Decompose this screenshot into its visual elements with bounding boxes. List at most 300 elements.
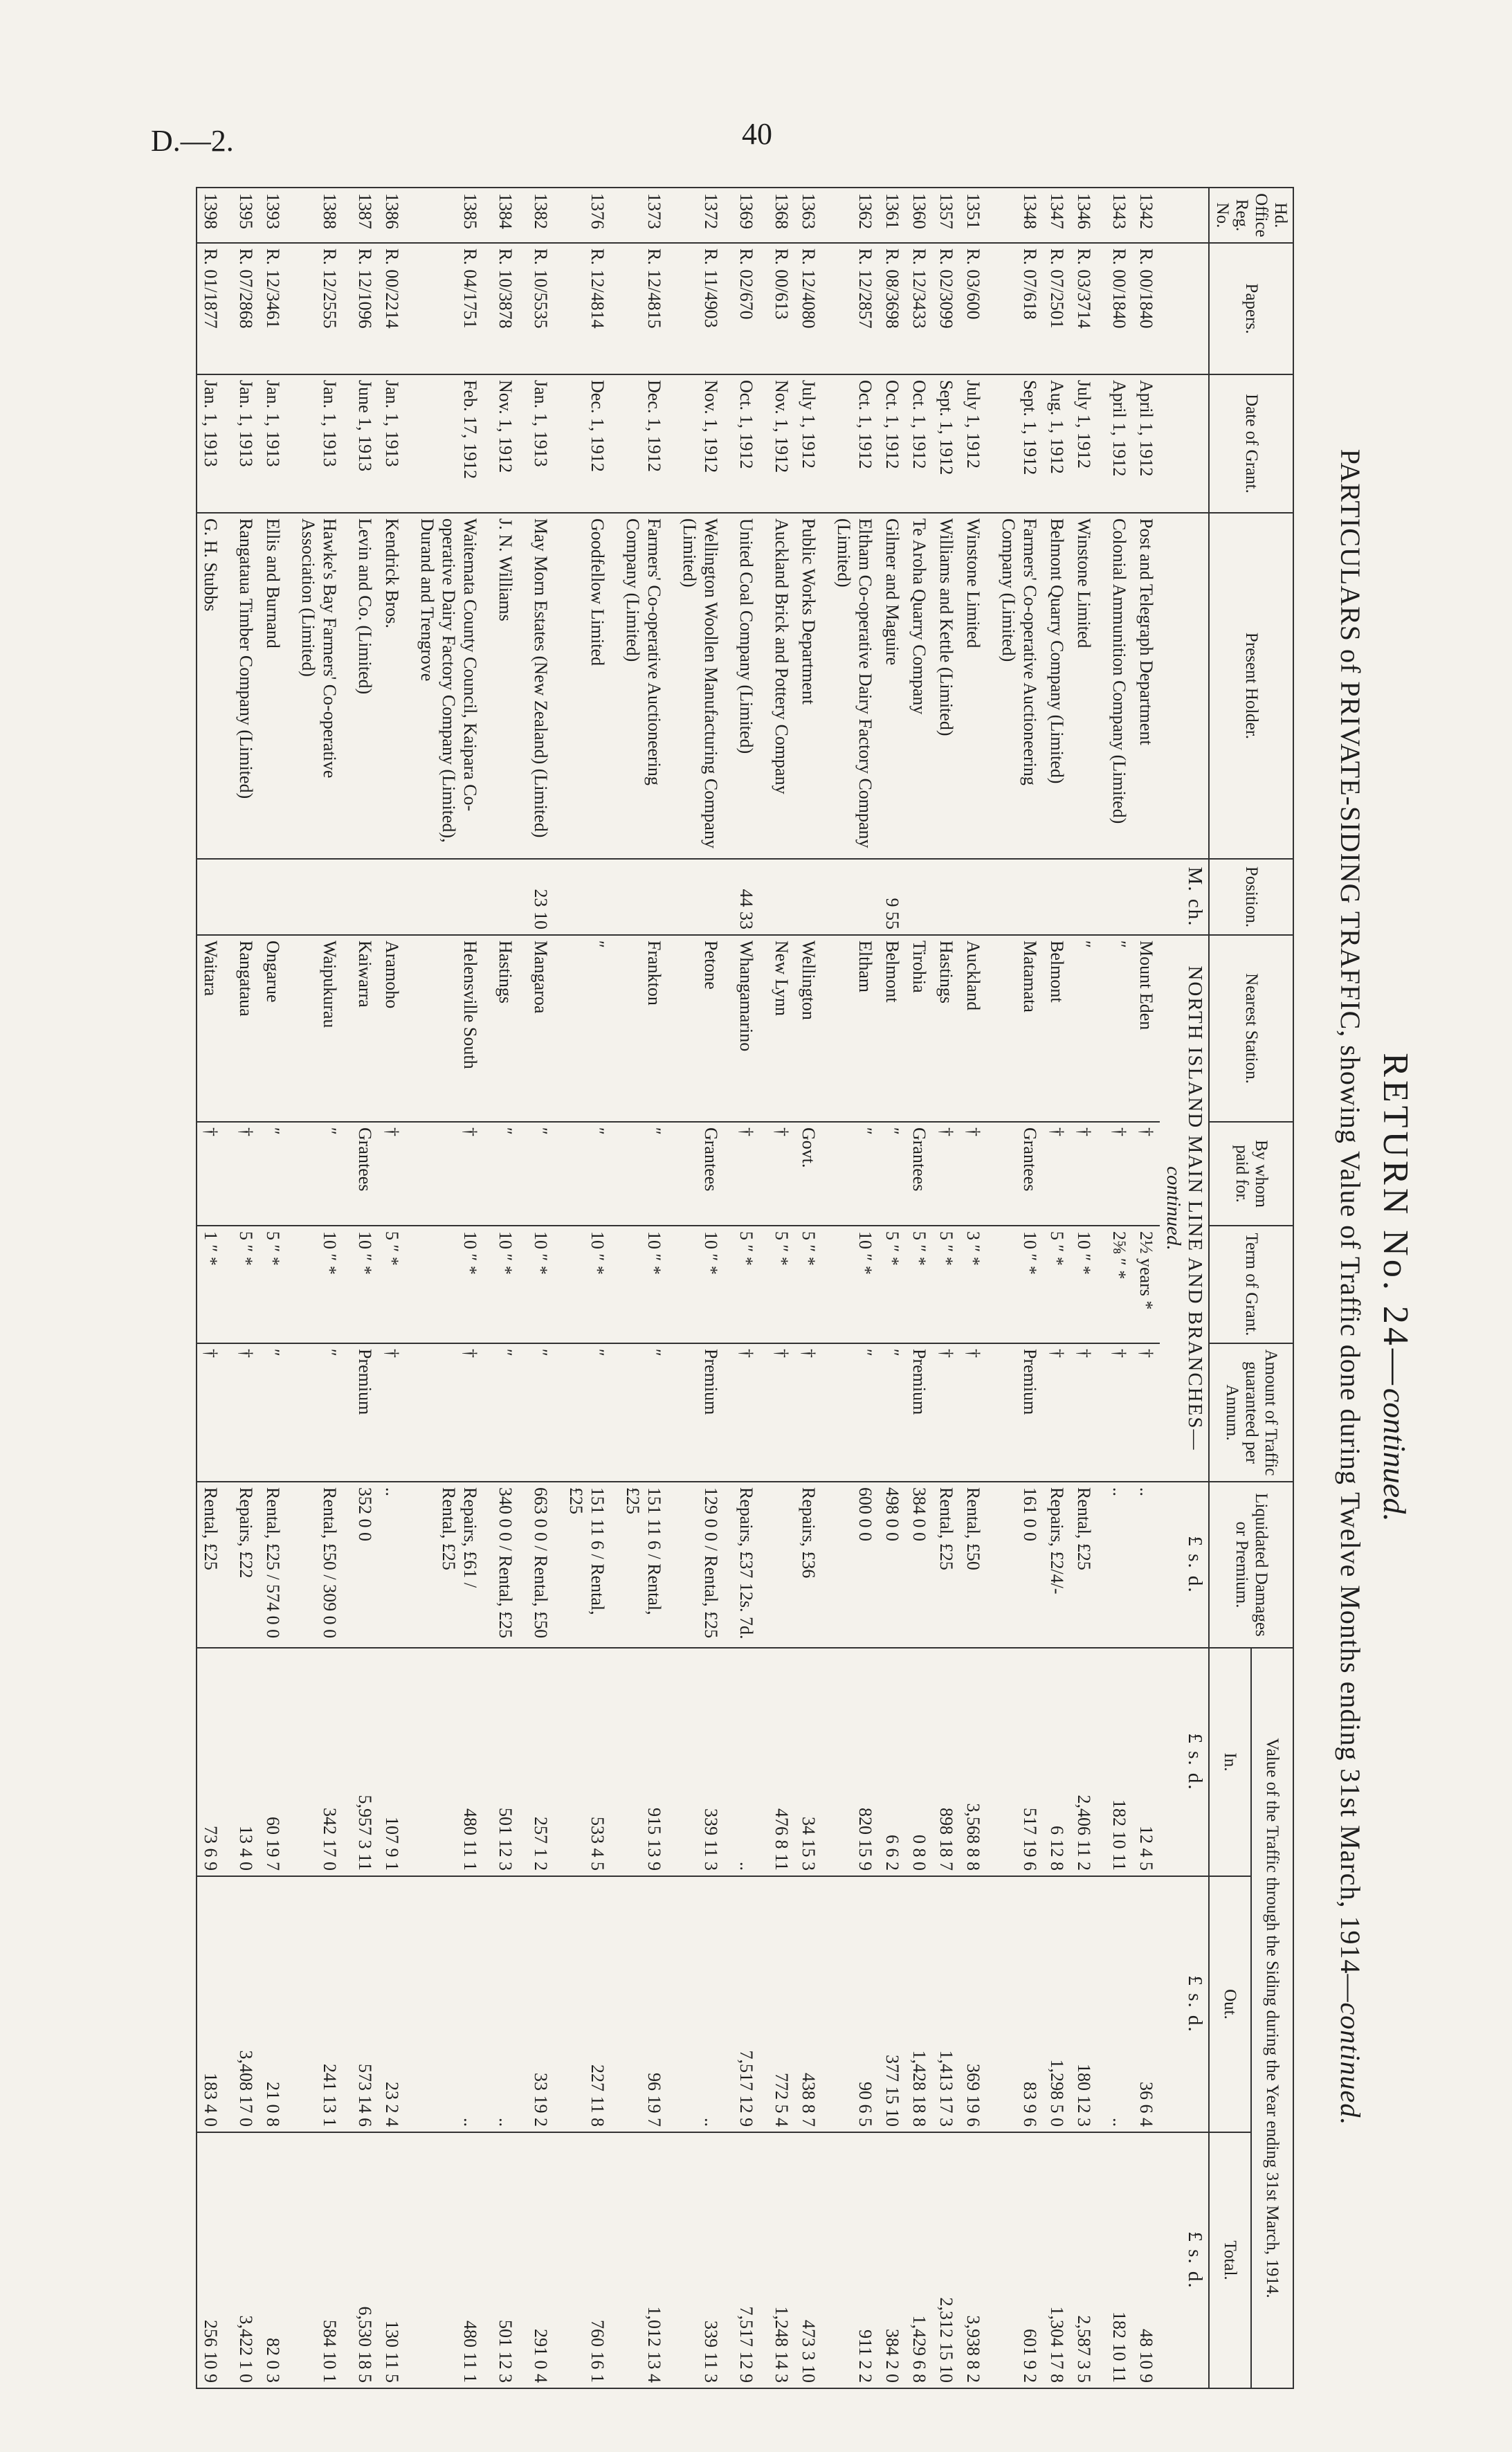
cell-papers: R. 00/613	[768, 243, 795, 374]
cell-station: ″	[1071, 935, 1106, 1122]
header-out: Out.	[1209, 1876, 1251, 2132]
cell-position	[563, 859, 619, 935]
cell-paid-for: †	[379, 1122, 414, 1226]
table-row	[933, 188, 960, 2388]
cell-term: 5 ″ *	[906, 1226, 933, 1343]
cell-value-total: 760 16 1	[563, 2132, 619, 2388]
cell-papers: R. 07/2868	[233, 243, 259, 374]
header-in: In.	[1209, 1648, 1251, 1876]
cell-reg-no: 1357	[933, 188, 960, 243]
cell-papers: R. 02/3099	[933, 243, 960, 374]
cell-position	[830, 859, 879, 935]
total-unit: £ s. d.	[1160, 2132, 1209, 2388]
table-row	[733, 188, 768, 2388]
cell-station: Frankton	[619, 935, 676, 1122]
cell-paid-for: Grantees	[995, 1122, 1044, 1226]
cell-value-in: 517 19 6	[995, 1648, 1044, 1876]
cell-value-out: 36 6 4	[1133, 1876, 1160, 2132]
cell-reg-no: 1386	[379, 188, 414, 243]
cell-papers: R. 10/5535	[527, 243, 563, 374]
cell-papers: R. 11/4903	[676, 243, 733, 374]
cell-position	[414, 859, 492, 935]
cell-reg-no: 1346	[1071, 188, 1106, 243]
cell-papers: R. 02/670	[733, 243, 768, 374]
cell-value-in: ..	[733, 1648, 768, 1876]
cell-guaranteed: †	[1106, 1343, 1133, 1482]
cell-papers: R. 08/3698	[879, 243, 906, 374]
cell-position	[197, 859, 233, 935]
header-date: Date of Grant.	[1209, 374, 1293, 513]
cell-reg-no: 1347	[1044, 188, 1071, 243]
table-row	[1044, 188, 1071, 2388]
cell-damages: Repairs, £2/4/-	[1044, 1482, 1071, 1648]
particulars-text: PARTICULARS of PRIVATE-SIDING TRAFFIC, showing Value of Traffic done during Twelve Months ending 31st March, 1914—	[1335, 448, 1366, 2003]
cell-value-total: 1,248 14 3	[768, 2132, 795, 2388]
cell-position	[933, 859, 960, 935]
cell-reg-no: 1348	[995, 188, 1044, 243]
cell-paid-for: ″	[527, 1122, 563, 1226]
cell-value-total: 1,304 17 8	[1044, 2132, 1071, 2388]
cell-value-total: 6,530 18 5	[352, 2132, 379, 2388]
cell-reg-no: 1368	[768, 188, 795, 243]
cell-date: Jan. 1, 1913	[295, 374, 352, 513]
cell-term: 5 ″ *	[795, 1226, 830, 1343]
cell-guaranteed: ″	[879, 1343, 906, 1482]
cell-guaranteed: †	[379, 1343, 414, 1482]
cell-reg-no: 1393	[259, 188, 295, 243]
cell-position	[795, 859, 830, 935]
cell-holder: Farmers' Co-operative Auctioneering Company (Limited)	[619, 513, 676, 859]
cell-position	[906, 859, 933, 935]
cell-holder: Colonial Ammunition Company (Limited)	[1106, 513, 1133, 859]
cell-damages: 151 11 6 / Rental, £25	[563, 1482, 619, 1648]
cell-paid-for: †	[1044, 1122, 1071, 1226]
cell-position	[1044, 859, 1071, 935]
cell-papers: R. 12/3461	[259, 243, 295, 374]
table-row	[1133, 188, 1160, 2388]
cell-damages: 498 0 0	[879, 1482, 906, 1648]
cell-holder: Winstone Limited	[1071, 513, 1106, 859]
cell-paid-for: Grantees	[352, 1122, 379, 1226]
cell-station: Aramoho	[379, 935, 414, 1122]
cell-damages: Repairs, £37 12s. 7d.	[733, 1482, 768, 1648]
cell-date: Nov. 1, 1912	[676, 374, 733, 513]
cell-reg-no: 1369	[733, 188, 768, 243]
cell-value-total: 384 2 0	[879, 2132, 906, 2388]
titles	[1294, 187, 1439, 2388]
cell-term: 3 ″ *	[960, 1226, 995, 1343]
cell-papers: R. 12/2555	[295, 243, 352, 374]
cell-value-out: 438 8 7	[795, 1876, 830, 2132]
cell-term: 10 ″ *	[352, 1226, 379, 1343]
cell-value-in: 915 13 9	[619, 1648, 676, 1876]
table-row	[352, 188, 379, 2388]
table-row	[1106, 188, 1133, 2388]
cell-value-in: 2,406 11 2	[1071, 1648, 1106, 1876]
header-station: Nearest Station.	[1209, 935, 1293, 1122]
cell-station: Petone	[676, 935, 733, 1122]
cell-paid-for: †	[1071, 1122, 1106, 1226]
cell-value-in: 60 19 7	[259, 1648, 295, 1876]
cell-paid-for: †	[1133, 1122, 1160, 1226]
cell-paid-for: ″	[563, 1122, 619, 1226]
cell-damages: Repairs, £36	[795, 1482, 830, 1648]
cell-holder: Rangataua Timber Company (Limited)	[233, 513, 259, 859]
section-title: NORTH ISLAND MAIN LINE AND BRANCHES—continued.	[1160, 935, 1209, 1482]
cell-reg-no: 1343	[1106, 188, 1133, 243]
cell-value-total: 501 12 3	[492, 2132, 527, 2388]
table-row	[960, 188, 995, 2388]
position-unit: M. ch.	[1160, 859, 1209, 935]
cell-station: New Lynn	[768, 935, 795, 1122]
cell-term: 5 ″ *	[1044, 1226, 1071, 1343]
cell-value-in: 107 9 1	[379, 1648, 414, 1876]
cell-holder: Post and Telegraph Department	[1133, 513, 1160, 859]
cell-position	[960, 859, 995, 935]
cell-damages: Rental, £25 / 574 0 0	[259, 1482, 295, 1648]
cell-reg-no: 1398	[197, 188, 233, 243]
cell-guaranteed: ″	[563, 1343, 619, 1482]
cell-reg-no: 1387	[352, 188, 379, 243]
cell-reg-no: 1395	[233, 188, 259, 243]
cell-reg-no: 1382	[527, 188, 563, 243]
table-body	[197, 188, 1209, 2388]
cell-guaranteed: †	[1071, 1343, 1106, 1482]
cell-paid-for: †	[768, 1122, 795, 1226]
cell-paid-for: †	[960, 1122, 995, 1226]
cell-station: Kaiwarra	[352, 935, 379, 1122]
cell-damages: Rental, £50	[960, 1482, 995, 1648]
cell-value-total: 3,422 1 0	[233, 2132, 259, 2388]
cell-date: Sept. 1, 1912	[995, 374, 1044, 513]
page-header	[0, 0, 1512, 208]
cell-value-in: 5,957 3 11	[352, 1648, 379, 1876]
header-position: Position.	[1209, 859, 1293, 935]
out-unit: £ s. d.	[1160, 1876, 1209, 2132]
cell-value-out: 241 13 1	[295, 1876, 352, 2132]
table-row	[233, 188, 259, 2388]
cell-papers: R. 03/3714	[1071, 243, 1106, 374]
return-number: RETURN No. 24—	[1376, 1053, 1415, 1388]
cell-station: ″	[1106, 935, 1133, 1122]
table-row	[795, 188, 830, 2388]
cell-guaranteed: Premium	[995, 1343, 1044, 1482]
cell-date: Jan. 1, 1913	[527, 374, 563, 513]
cell-holder: Public Works Department	[795, 513, 830, 859]
cell-value-out: 180 12 3	[1071, 1876, 1106, 2132]
cell-paid-for: †	[233, 1122, 259, 1226]
cell-station: Matamata	[995, 935, 1044, 1122]
cell-station: Belmont	[879, 935, 906, 1122]
cell-damages: Rental, £25	[197, 1482, 233, 1648]
cell-value-total: 3,938 8 2	[960, 2132, 995, 2388]
cell-paid-for: †	[1106, 1122, 1133, 1226]
cell-holder: Levin and Co. (Limited)	[352, 513, 379, 859]
cell-value-out: ..	[1106, 1876, 1133, 2132]
cell-value-out: 23 2 4	[379, 1876, 414, 2132]
header-holder: Present Holder.	[1209, 513, 1293, 859]
cell-date: Dec. 1, 1912	[563, 374, 619, 513]
cell-date: July 1, 1912	[1071, 374, 1106, 513]
cell-damages: 352 0 0	[352, 1482, 379, 1648]
cell-damages: 384 0 0	[906, 1482, 933, 1648]
cell-holder: May Morn Estates (New Zealand) (Limited)	[527, 513, 563, 859]
cell-value-in: 476 8 11	[768, 1648, 795, 1876]
cell-value-total: 7,517 12 9	[733, 2132, 768, 2388]
cell-station: Belmont	[1044, 935, 1071, 1122]
cell-position	[379, 859, 414, 935]
cell-value-in: 182 10 11	[1106, 1648, 1133, 1876]
cell-term: 5 ″ *	[933, 1226, 960, 1343]
cell-damages: 129 0 0 / Rental, £25	[676, 1482, 733, 1648]
cell-date: July 1, 1912	[960, 374, 995, 513]
cell-reg-no: 1362	[830, 188, 879, 243]
cell-papers: R. 00/1840	[1106, 243, 1133, 374]
cell-term: 5 ″ *	[379, 1226, 414, 1343]
cell-papers: R. 12/1096	[352, 243, 379, 374]
table-row	[295, 188, 352, 2388]
cell-value-in: 12 4 5	[1133, 1648, 1160, 1876]
page-number: 40	[742, 117, 772, 151]
cell-reg-no: 1373	[619, 188, 676, 243]
table-row	[527, 188, 563, 2388]
cell-reg-no: 1388	[295, 188, 352, 243]
cell-value-total: 601 9 2	[995, 2132, 1044, 2388]
cell-date: July 1, 1912	[795, 374, 830, 513]
cell-value-out: 369 19 6	[960, 1876, 995, 2132]
table-row	[379, 188, 414, 2388]
cell-value-in: 6 6 2	[879, 1648, 906, 1876]
cell-date: April 1, 1912	[1133, 374, 1160, 513]
cell-value-total: 256 10 9	[197, 2132, 233, 2388]
cell-guaranteed: †	[233, 1343, 259, 1482]
table-row	[906, 188, 933, 2388]
cell-term: 10 ″ *	[563, 1226, 619, 1343]
cell-holder: Waitemata County Council, Kaipara Co-operative Dairy Factory Company (Limited), Durand and Trengrove	[414, 513, 492, 859]
cell-value-out: ..	[414, 1876, 492, 2132]
cell-term: 2½ years *	[1133, 1226, 1160, 1343]
cell-reg-no: 1376	[563, 188, 619, 243]
cell-value-in: 820 15 9	[830, 1648, 879, 1876]
cell-damages: 600 0 0	[830, 1482, 879, 1648]
return-continued: continued.	[1377, 1388, 1412, 1522]
cell-date: Oct. 1, 1912	[879, 374, 906, 513]
cell-holder: Belmont Quarry Company (Limited)	[1044, 513, 1071, 859]
cell-station: Helensville South	[414, 935, 492, 1122]
in-unit: £ s. d.	[1160, 1648, 1209, 1876]
cell-position: 9 55	[879, 859, 906, 935]
table-row	[619, 188, 676, 2388]
cell-damages: 340 0 0 / Rental, £25	[492, 1482, 527, 1648]
cell-guaranteed: Premium	[676, 1343, 733, 1482]
cell-holder: United Coal Company (Limited)	[733, 513, 768, 859]
cell-value-out: 7,517 12 9	[733, 1876, 768, 2132]
particulars-continued: continued.	[1335, 2002, 1366, 2126]
cell-term: 5 ″ *	[733, 1226, 768, 1343]
table-row	[768, 188, 795, 2388]
cell-damages: Rental, £50 / 309 0 0	[295, 1482, 352, 1648]
cell-value-total: 182 10 11	[1106, 2132, 1133, 2388]
cell-paid-for: ″	[259, 1122, 295, 1226]
cell-papers: R. 07/618	[995, 243, 1044, 374]
cell-value-total: 291 0 4	[527, 2132, 563, 2388]
cell-paid-for: Govt.	[795, 1122, 830, 1226]
cell-value-total: 2,587 3 5	[1071, 2132, 1106, 2388]
cell-guaranteed: †	[768, 1343, 795, 1482]
cell-value-in: 342 17 0	[295, 1648, 352, 1876]
cell-damages: 151 11 6 / Rental, £25	[619, 1482, 676, 1648]
cell-guaranteed: †	[733, 1343, 768, 1482]
table-row	[995, 188, 1044, 2388]
cell-papers: R. 04/1751	[414, 243, 492, 374]
cell-station: Rangataua	[233, 935, 259, 1122]
cell-papers: R. 12/4080	[795, 243, 830, 374]
cell-term: 5 ″ *	[259, 1226, 295, 1343]
cell-value-out: 183 4 0	[197, 1876, 233, 2132]
cell-guaranteed: ″	[259, 1343, 295, 1482]
cell-position	[295, 859, 352, 935]
cell-damages: Rental, £25	[933, 1482, 960, 1648]
cell-papers: R. 00/2214	[379, 243, 414, 374]
cell-value-in: 3,568 8 8	[960, 1648, 995, 1876]
cell-term: 5 ″ *	[879, 1226, 906, 1343]
cell-date: Jan. 1, 1913	[197, 374, 233, 513]
cell-term: 5 ″ *	[233, 1226, 259, 1343]
header-reg-no: Hd. Office Reg. No.	[1209, 188, 1293, 243]
cell-reg-no: 1384	[492, 188, 527, 243]
cell-reg-no: 1385	[414, 188, 492, 243]
table-row	[414, 188, 492, 2388]
cell-date: Jan. 1, 1913	[259, 374, 295, 513]
cell-paid-for: †	[414, 1122, 492, 1226]
cell-guaranteed: †	[960, 1343, 995, 1482]
cell-term: 10 ″ *	[995, 1226, 1044, 1343]
cell-date: Jan. 1, 1913	[379, 374, 414, 513]
cell-position	[619, 859, 676, 935]
cell-reg-no: 1360	[906, 188, 933, 243]
cell-position	[233, 859, 259, 935]
cell-station: Mangaroa	[527, 935, 563, 1122]
cell-position	[492, 859, 527, 935]
cell-value-in: 501 12 3	[492, 1648, 527, 1876]
cell-value-total: 480 11 1	[414, 2132, 492, 2388]
cell-guaranteed: †	[414, 1343, 492, 1482]
cell-holder: Kendrick Bros.	[379, 513, 414, 859]
cell-holder: Wellington Woollen Manufacturing Company (Limited)	[676, 513, 733, 859]
cell-term: 10 ″ *	[527, 1226, 563, 1343]
cell-reg-no: 1351	[960, 188, 995, 243]
cell-term: 10 ″ *	[295, 1226, 352, 1343]
cell-value-total: 473 3 10	[795, 2132, 830, 2388]
cell-term: 10 ″ *	[619, 1226, 676, 1343]
cell-date: Oct. 1, 1912	[733, 374, 768, 513]
cell-holder: Te Aroha Quarry Company	[906, 513, 933, 859]
cell-station: Whangamarino	[733, 935, 768, 1122]
cell-term: 1 ″ *	[197, 1226, 233, 1343]
cell-guaranteed: Premium	[906, 1343, 933, 1482]
cell-value-total: 584 10 1	[295, 2132, 352, 2388]
cell-position	[1106, 859, 1133, 935]
cell-date: Oct. 1, 1912	[830, 374, 879, 513]
cell-value-total: 1,429 6 8	[906, 2132, 933, 2388]
cell-guaranteed: ″	[295, 1343, 352, 1482]
cell-term: 10 ″ *	[1071, 1226, 1106, 1343]
cell-papers: R. 12/2857	[830, 243, 879, 374]
table-row	[879, 188, 906, 2388]
table-row	[259, 188, 295, 2388]
cell-papers: R. 00/1840	[1133, 243, 1160, 374]
cell-papers: R. 12/4815	[619, 243, 676, 374]
cell-holder: Ellis and Burnand	[259, 513, 295, 859]
cell-value-in: 480 11 1	[414, 1648, 492, 1876]
cell-date: Sept. 1, 1912	[933, 374, 960, 513]
cell-value-in: 6 12 8	[1044, 1648, 1071, 1876]
cell-value-in: 339 11 3	[676, 1648, 733, 1876]
return-title	[1375, 187, 1416, 2388]
cell-holder: Hawke's Bay Farmers' Co-operative Association (Limited)	[295, 513, 352, 859]
cell-guaranteed: †	[197, 1343, 233, 1482]
cell-guaranteed: ″	[830, 1343, 879, 1482]
cell-damages: ..	[1106, 1482, 1133, 1648]
cell-damages: Rental, £25	[1071, 1482, 1106, 1648]
cell-paid-for: ″	[492, 1122, 527, 1226]
cell-value-out: ..	[676, 1876, 733, 2132]
cell-station: Wellington	[795, 935, 830, 1122]
cell-holder: Eltham Co-operative Dairy Factory Company (Limited)	[830, 513, 879, 859]
cell-reg-no: 1342	[1133, 188, 1160, 243]
cell-holder: Goodfellow Limited	[563, 513, 619, 859]
cell-paid-for: ″	[830, 1122, 879, 1226]
table-row	[1071, 188, 1106, 2388]
cell-date: Oct. 1, 1912	[906, 374, 933, 513]
cell-date: Feb. 17, 1912	[414, 374, 492, 513]
section-row	[1160, 188, 1209, 2388]
cell-date: Nov. 1, 1912	[492, 374, 527, 513]
cell-station: Ongarue	[259, 935, 295, 1122]
cell-papers: R. 12/3433	[906, 243, 933, 374]
cell-damages	[768, 1482, 795, 1648]
cell-damages: Repairs, £22	[233, 1482, 259, 1648]
cell-value-total: 130 11 5	[379, 2132, 414, 2388]
cell-paid-for: †	[197, 1122, 233, 1226]
cell-value-out: 3,408 17 0	[233, 1876, 259, 2132]
cell-guaranteed: †	[795, 1343, 830, 1482]
cell-paid-for: ″	[879, 1122, 906, 1226]
cell-value-out: 83 9 6	[995, 1876, 1044, 2132]
table-row	[197, 188, 233, 2388]
cell-value-total: 339 11 3	[676, 2132, 733, 2388]
cell-papers: R. 01/1877	[197, 243, 233, 374]
header-papers: Papers.	[1209, 243, 1293, 374]
cell-value-in: 533 4 5	[563, 1648, 619, 1876]
table-row	[492, 188, 527, 2388]
cell-paid-for: ″	[295, 1122, 352, 1226]
cell-reg-no: 1372	[676, 188, 733, 243]
cell-value-out: 33 19 2	[527, 1876, 563, 2132]
cell-station: Hastings	[933, 935, 960, 1122]
cell-term: 5 ″ *	[768, 1226, 795, 1343]
cell-damages: ..	[1133, 1482, 1160, 1648]
cell-value-out: 90 6 5	[830, 1876, 879, 2132]
cell-station: Tirohia	[906, 935, 933, 1122]
cell-damages: ..	[379, 1482, 414, 1648]
cell-position: 23 10	[527, 859, 563, 935]
cell-position	[259, 859, 295, 935]
cell-term: 10 ″ *	[676, 1226, 733, 1343]
cell-value-in: 13 4 0	[233, 1648, 259, 1876]
cell-holder: Auckland Brick and Pottery Company	[768, 513, 795, 859]
cell-value-in: 898 18 7	[933, 1648, 960, 1876]
